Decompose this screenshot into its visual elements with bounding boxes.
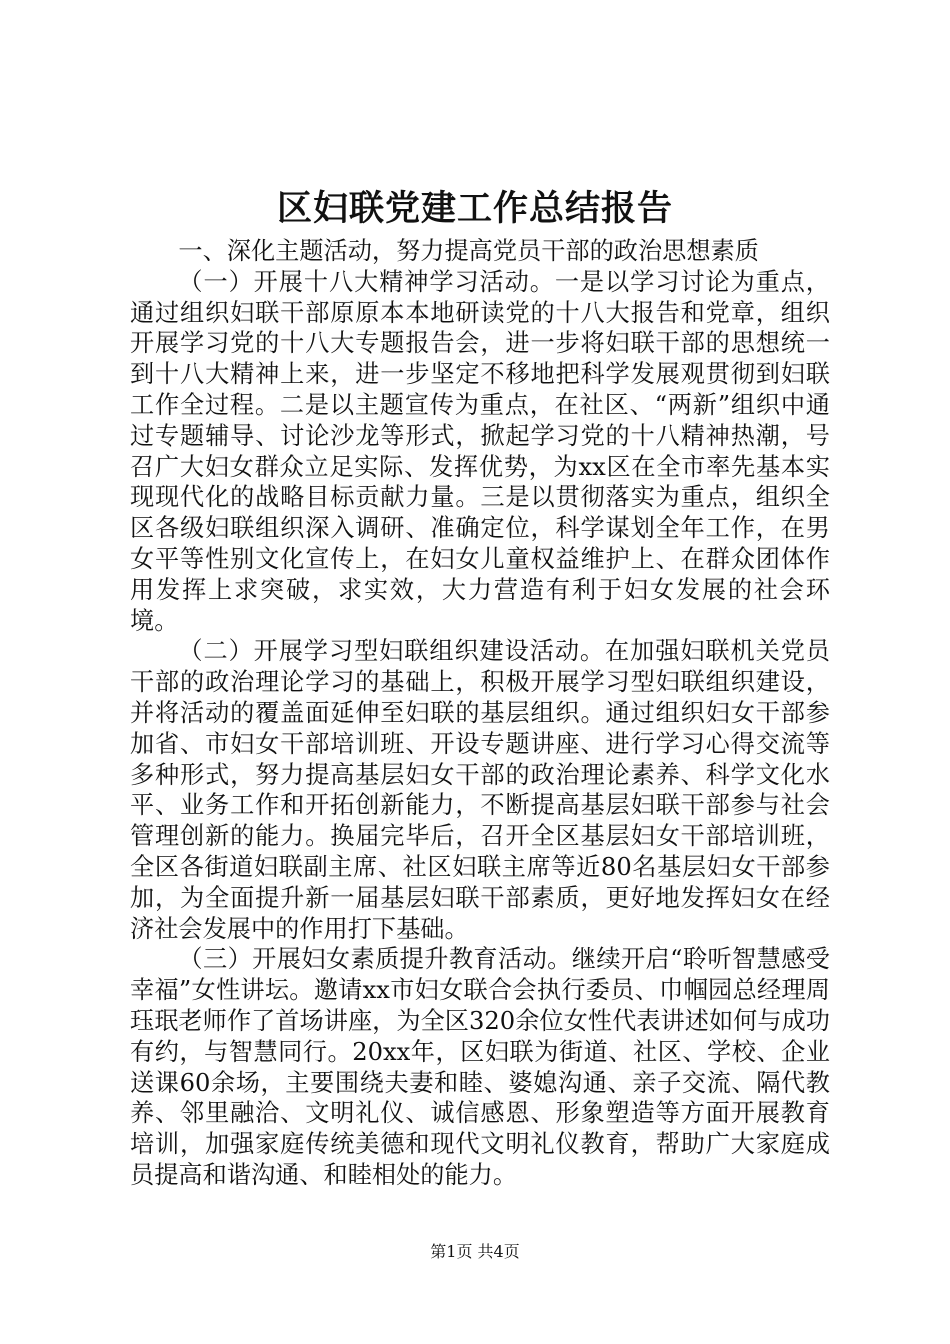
paragraph-1: （一）开展十八大精神学习活动。一是以学习讨论为重点，通过组织妇联干部原原本本地研读党的十八大报告和党章，组织开展学习党的十八大专题报告会，进一步将妇联干部的思想统一到十八大精神上来，进一步坚定不移地把科学发展观贯彻到妇联工作全过程。二是以主题宣传为重点，在社区、“两新”组织中通过专题辅导、讨论沙龙等形式，掀起学习党的十八精神热潮，号召广大妇女群众立足实际、发挥优势，为xx区在全市率先基本实现现代化的战略目标贡献力量。三是以贯彻落实为重点，组织全区各级妇联组织深入调研、准确定位，科学谋划全年工作，在男女平等性别文化宣传上，在妇女儿童权益维护上、在群众团体作用发挥上求突破，求实效，大力营造有利于妇女发展的社会环境。	[130, 267, 830, 635]
document-body	[130, 236, 830, 1191]
page-footer: 第1页 共4页	[430, 1242, 520, 1261]
paragraph-2: （二）开展学习型妇联组织建设活动。在加强妇联机关党员干部的政治理论学习的基础上，积极开展学习型妇联组织建设，并将活动的覆盖面延伸至妇联的基层组织。通过组织妇女干部参加省、市妇女干部培训班、开设专题讲座、进行学习心得交流等多种形式，努力提高基层妇女干部的政治理论素养、科学文化水平、业务工作和开拓创新能力，不断提高基层妇联干部参与社会管理创新的能力。换届完毕后，召开全区基层妇女干部培训班，全区各街道妇联副主席、社区妇联主席等近80名基层妇女干部参加，为全面提升新一届基层妇联干部素质，更好地发挥妇女在经济社会发展中的作用打下基础。	[130, 637, 830, 943]
document-title: 区妇联党建工作总结报告	[276, 188, 673, 229]
paragraph-3: （三）开展妇女素质提升教育活动。继续开启“聆听智慧感受幸福”女性讲坛。邀请xx市妇女联合会执行委员、巾帼园总经理周珏珉老师作了首场讲座，为全区320余位女性代表讲述如何与成功有约，与智慧同行。20xx年，区妇联为街道、社区、学校、企业送课60余场，主要围绕夫妻和睦、婆媳沟通、亲子交流、隔代教养、邻里融洽、文明礼仪、诚信感恩、形象塑造等方面开展教育培训，加强家庭传统美德和现代文明礼仪教育，帮助广大家庭成员提高和谐沟通、和睦相处的能力。	[130, 945, 830, 1189]
section-heading: 一、深化主题活动，努力提高党员干部的政治思想素质	[178, 237, 759, 265]
